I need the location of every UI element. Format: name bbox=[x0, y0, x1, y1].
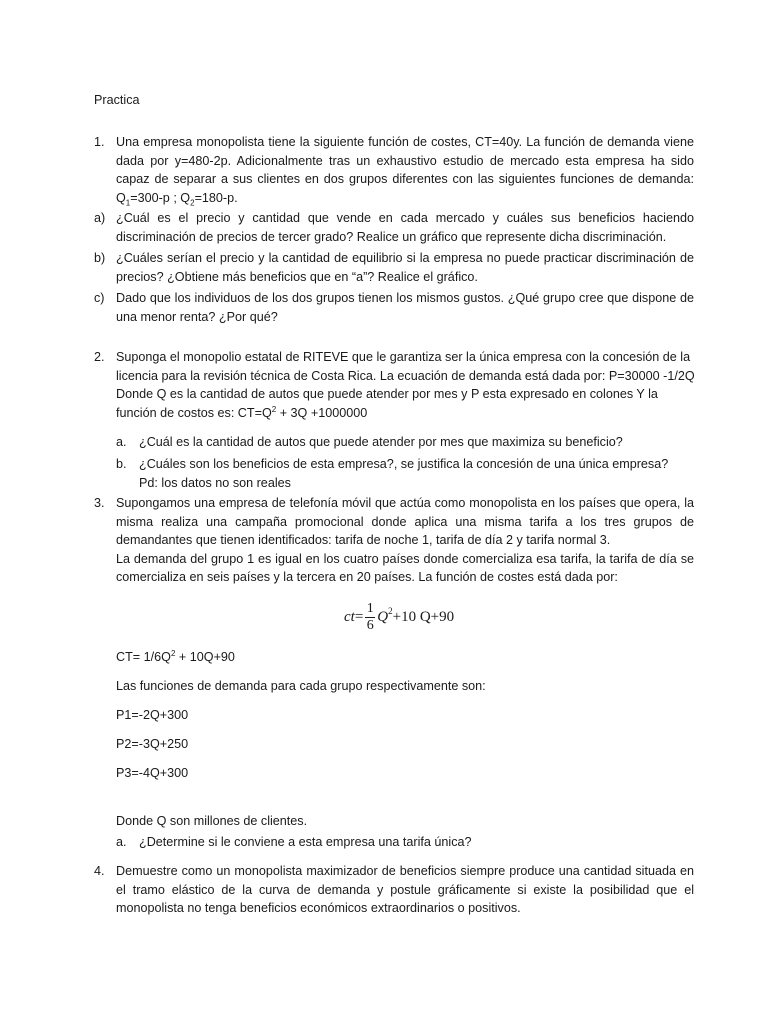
question-1a-text: ¿Cuál es el precio y cantidad que vende en cada mercado y cuáles sus beneficios haciendo discriminación de precios de tercer grado? Realice un gráfico que represente dicha discriminación. bbox=[116, 211, 694, 244]
demand-p1: P1=-2Q+300 bbox=[116, 708, 189, 722]
question-1c-text: Dado que los individuos de los dos grupos tienen los mismos gustos. ¿Qué grupo cree que dispone de una menor renta? ¿Por qué? bbox=[116, 291, 694, 324]
cost-function-text: $CT= 1/6Q^2 + 10Q+90$ bbox=[116, 648, 235, 664]
question-2-text: Suponga el monopolio estatal de RITEVE que le garantiza ser la única empresa con la concesión de la licencia para la revisión técnica de Costa Rica. La ecuación de demanda está dada por: P=30000 -1/2Q Donde Q es la cantidad de autos que puede atender por mes y P esta expresado en colones Y la función de costos es: $CT=Q^2 + 3Q +1000000$ bbox=[116, 350, 695, 420]
question-1a-label: a) bbox=[94, 211, 106, 225]
question-3a-label: a. bbox=[116, 835, 127, 849]
question-2a bbox=[116, 433, 694, 452]
question-3a-text: ¿Determine si le conviene a esta empresa una tarifa única? bbox=[139, 835, 472, 849]
question-1b-label: b) bbox=[94, 251, 106, 265]
question-1a bbox=[94, 209, 694, 246]
question-1-text: Una empresa monopolista tiene la siguiente función de costes, CT=40y. La función de demanda viene dada por y=480-2p. Adicionalmente tras un exhaustivo estudio de mercado esta empresa ha sido capaz de separar a sus clientes en dos grupos diferentes con las siguientes funciones de demanda: $Q_1=300-p$ ; $Q_2=180-p$. bbox=[116, 135, 694, 208]
question-2-number: 2. bbox=[94, 350, 105, 364]
question-2a-text: ¿Cuál es la cantidad de autos que puede atender por mes que maximiza su beneficio? bbox=[139, 435, 623, 449]
question-2 bbox=[94, 348, 694, 422]
question-3a bbox=[116, 833, 694, 852]
question-2b bbox=[116, 455, 694, 492]
question-4 bbox=[94, 862, 694, 918]
document-title: Practica bbox=[94, 93, 140, 107]
question-1b bbox=[94, 249, 694, 286]
demand-intro: Las funciones de demanda para cada grupo respectivamente son: bbox=[116, 679, 486, 693]
question-1b-text: ¿Cuáles serían el precio y la cantidad de equilibrio si la empresa no puede practicar discriminación de precios? ¿Obtiene más beneficios que en “a”? Realice el gráfico. bbox=[116, 251, 694, 284]
question-1 bbox=[94, 133, 694, 207]
question-1c-label: c) bbox=[94, 291, 105, 305]
question-2b-text: ¿Cuáles son los beneficios de esta empresa?, se justifica la concesión de una única empresa? Pd: los datos no son reales bbox=[139, 455, 694, 492]
cost-function-formula: ct = $\frac{1}{6}$ Q 2 +10 Q+90 bbox=[344, 600, 455, 633]
question-1c bbox=[94, 289, 694, 326]
question-4-number: 4. bbox=[94, 864, 105, 878]
question-2b-label: b. bbox=[116, 457, 127, 471]
question-2a-label: a. bbox=[116, 435, 127, 449]
clients-note: Donde Q son millones de clientes. bbox=[116, 814, 308, 828]
question-1-number: 1. bbox=[94, 135, 105, 149]
demand-p3: P3=-4Q+300 bbox=[116, 766, 189, 780]
question-3-number: 3. bbox=[94, 496, 105, 510]
question-2-note: Pd: los datos no son reales bbox=[139, 475, 291, 490]
demand-p2: P2=-3Q+250 bbox=[116, 737, 189, 751]
question-4-text: Demuestre como un monopolista maximizador de beneficios siempre produce una cantidad situada en el tramo elástico de la curva de demanda y postule gráficamente si existe la posibilidad que el monopolista no tenga beneficios económicos extraordinarios o positivos. bbox=[116, 864, 694, 915]
question-3-text: Supongamos una empresa de telefonía móvil que actúa como monopolista en los países que opera, la misma realiza una campaña promocional donde aplica una misma tarifa a los tres grupos de demandantes que tienen identificados: tarifa de noche 1, tarifa de día 2 y tarifa normal 3. La demanda del grupo 1 es igual en los cuatro países donde comercializa esa tarifa, la tarifa de día se comercializa en seis países y la tercera en 20 países. La función de costes está dada por: bbox=[116, 496, 694, 584]
question-3 bbox=[94, 494, 694, 587]
